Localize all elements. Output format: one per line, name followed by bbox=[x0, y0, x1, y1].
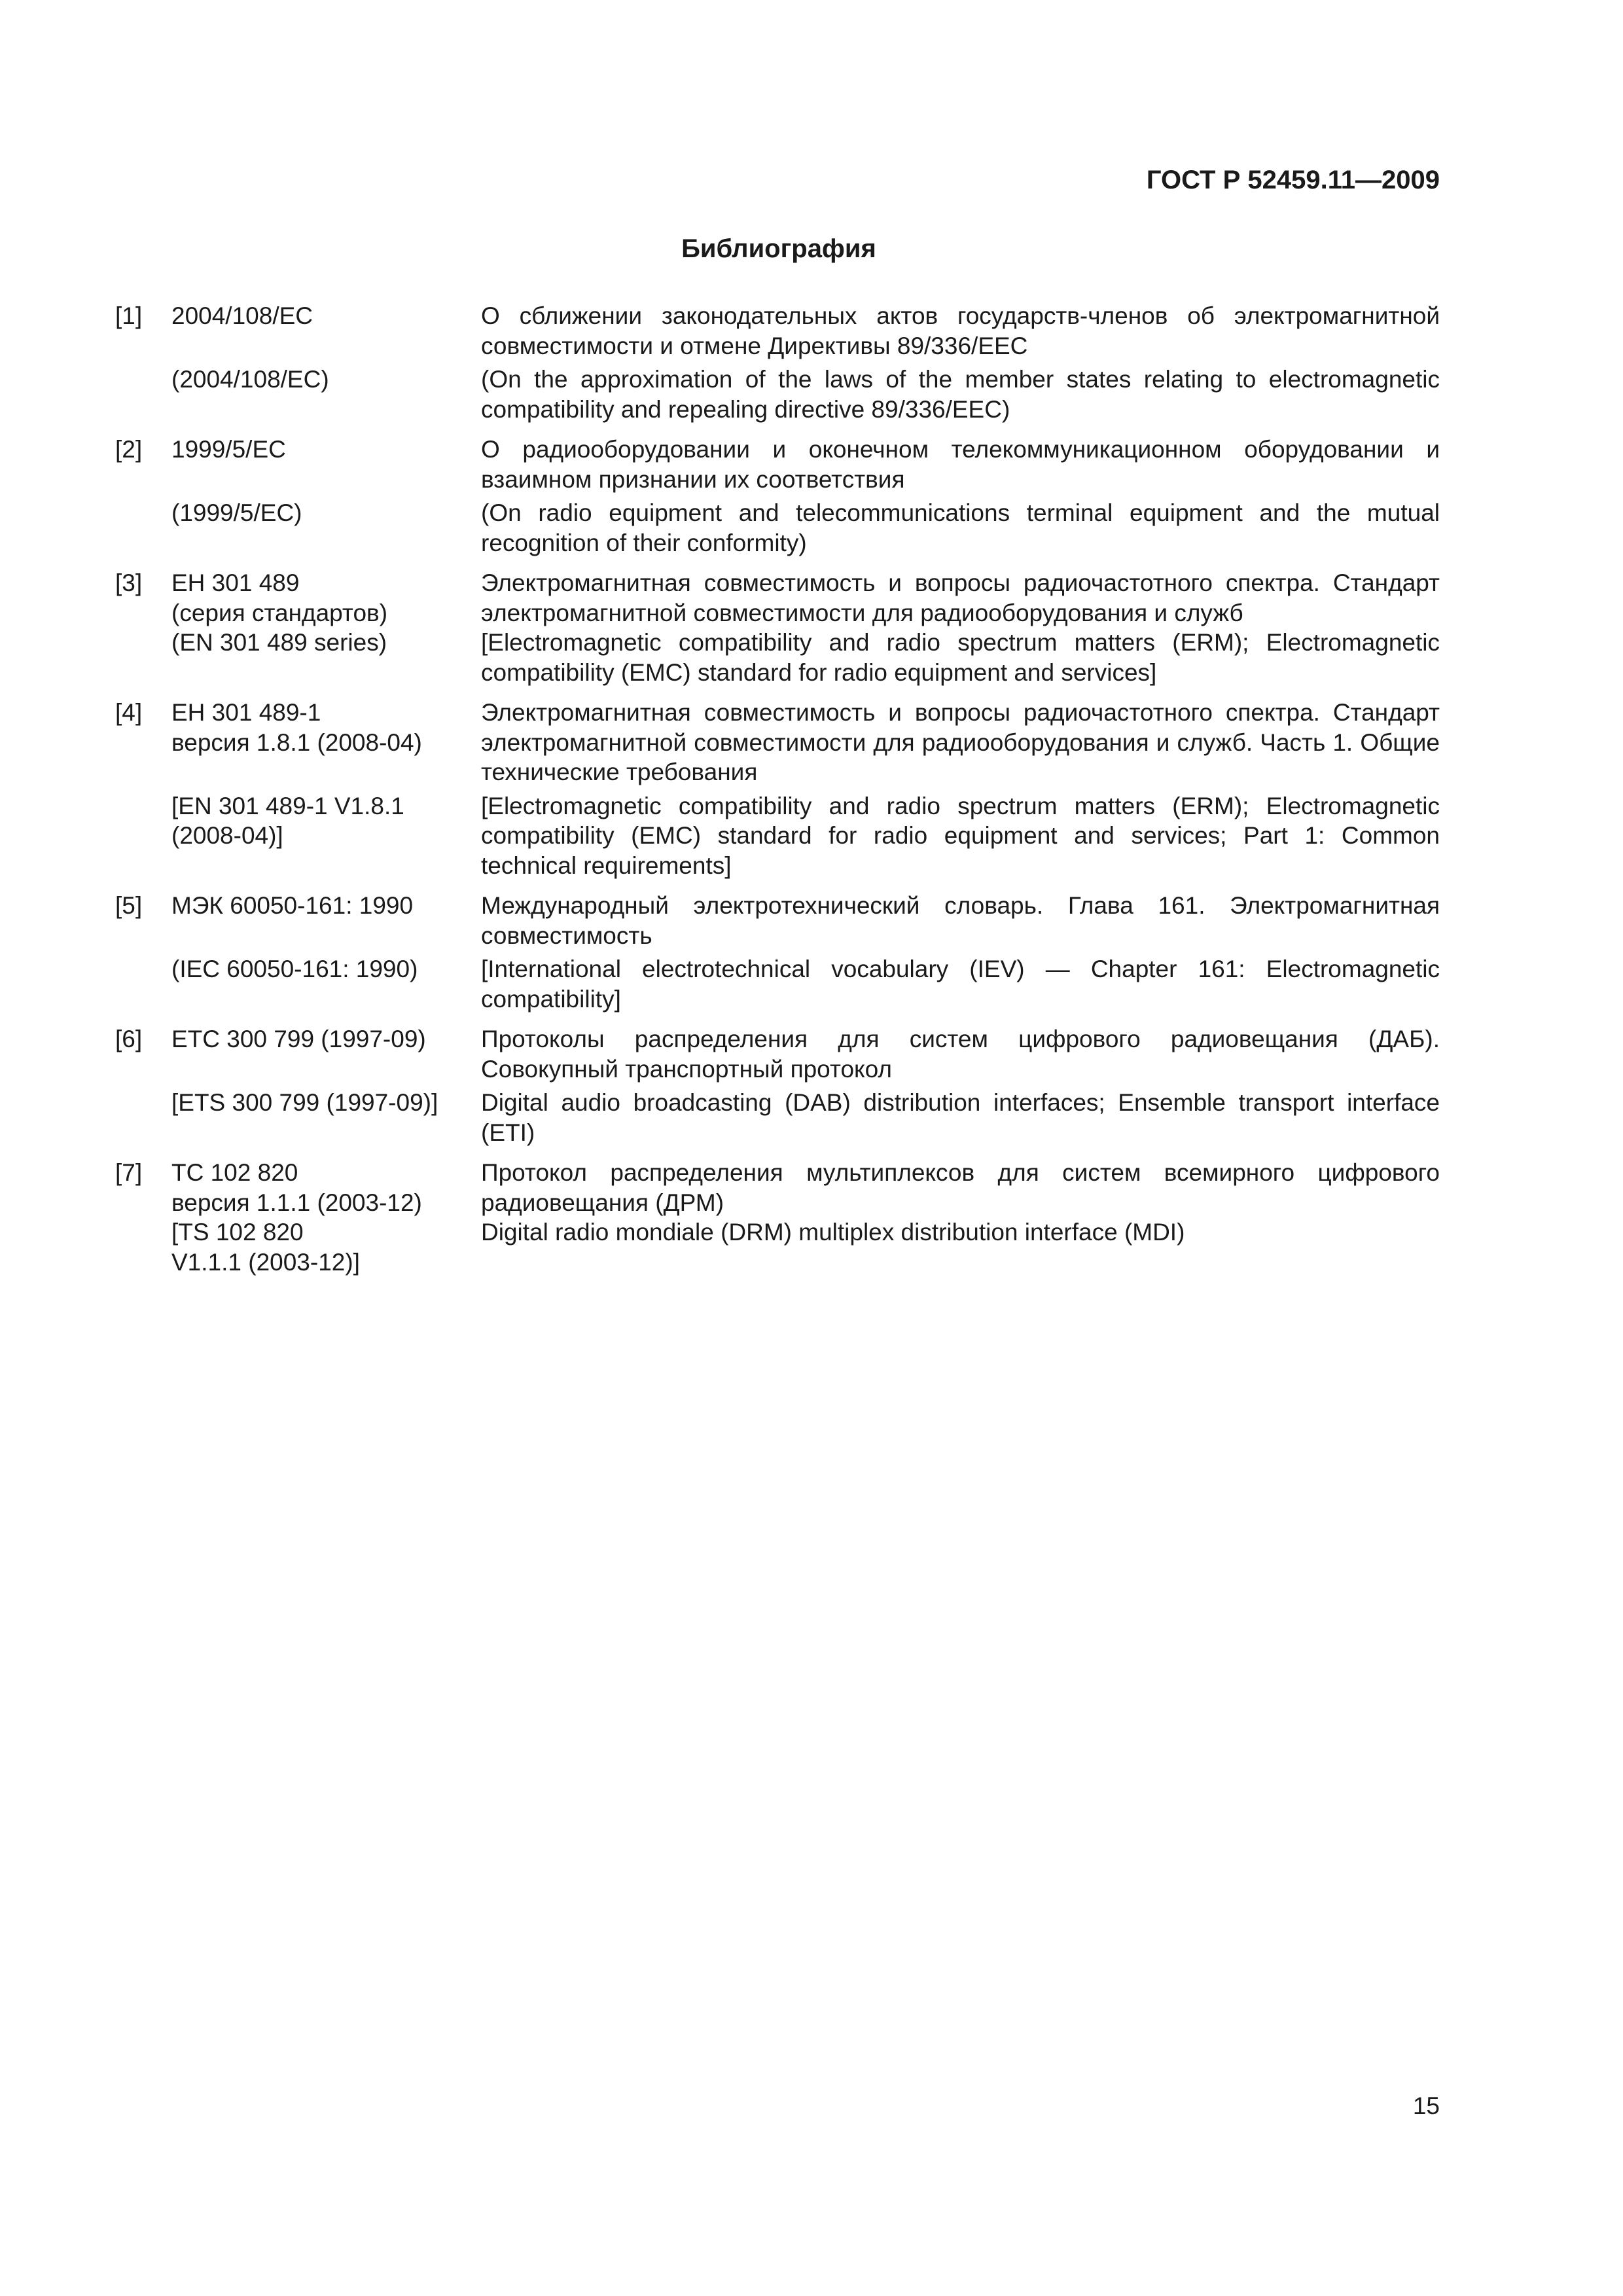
entry-pair bbox=[115, 891, 1440, 950]
entry-pair bbox=[115, 435, 1440, 494]
entry-pair bbox=[115, 365, 1440, 424]
entry-reference: ЕН 301 489-1 версия 1.8.1 (2008-04) bbox=[171, 699, 422, 756]
bibliography-entry bbox=[115, 1158, 1440, 1277]
entry-description: О сближении законодательных актов государств-членов об электромагнитной совместимости и отмене Директивы 89/336/ЕЕС bbox=[481, 302, 1440, 359]
entry-number: [1] bbox=[115, 302, 143, 329]
entry-reference: 1999/5/ЕС bbox=[171, 436, 286, 463]
entry-pair bbox=[115, 568, 1440, 687]
entry-pair bbox=[115, 1158, 1440, 1277]
entry-reference: [EN 301 489-1 V1.8.1 (2008-04)] bbox=[171, 792, 404, 849]
entry-number: [6] bbox=[115, 1026, 143, 1052]
entry-number: [3] bbox=[115, 569, 143, 596]
entry-pair bbox=[115, 1024, 1440, 1084]
entry-reference: (2004/108/EC) bbox=[171, 366, 329, 393]
bibliography-list bbox=[115, 301, 1440, 1287]
page-number: 15 bbox=[1412, 2092, 1440, 2119]
entry-pair bbox=[115, 791, 1440, 881]
bibliography-entry bbox=[115, 435, 1440, 558]
entry-description: Электромагнитная совместимость и вопросы радиочастотного спектра. Стандарт электромагнитной совместимости для радиооборудования и служб. Часть 1. Общие технические требования bbox=[481, 699, 1440, 785]
bibliography-entry bbox=[115, 698, 1440, 880]
entry-description: (On radio equipment and telecommunications terminal equipment and the mutual recognition of their conformity) bbox=[481, 499, 1440, 556]
document-code: ГОСТ Р 52459.11—2009 bbox=[1146, 166, 1440, 194]
entry-reference: [ETS 300 799 (1997-09)] bbox=[171, 1089, 438, 1116]
entry-number: [5] bbox=[115, 892, 143, 919]
entry-description: [International electrotechnical vocabulary (IEV) — Chapter 161: Electromagnetic compatibility] bbox=[481, 956, 1440, 1013]
entry-reference: (1999/5/EC) bbox=[171, 499, 302, 526]
bibliography-entry bbox=[115, 301, 1440, 424]
bibliography-title: Библиография bbox=[681, 234, 876, 263]
entry-description: [Electromagnetic compatibility and radio spectrum matters (ERM); Electromagnetic compatibility (EMC) standard for radio equipment and services; Part 1: Common technical requirements] bbox=[481, 792, 1440, 879]
entry-pair bbox=[115, 498, 1440, 558]
entry-reference: ТС 102 820 версия 1.1.1 (2003-12) [TS 102 820 V1.1.1 (2003-12)] bbox=[171, 1159, 422, 1276]
entry-number: [4] bbox=[115, 699, 143, 726]
bibliography-entry bbox=[115, 568, 1440, 687]
entry-pair bbox=[115, 1088, 1440, 1147]
entry-reference: 2004/108/ЕС bbox=[171, 302, 313, 329]
entry-number: [7] bbox=[115, 1159, 143, 1186]
entry-description: Электромагнитная совместимость и вопросы радиочастотного спектра. Стандарт электромагнитной совместимости для радиооборудования и служб [Electromagnetic compatibility and radio spectrum matters (ERM); Electromagnetic compatibility (EMC) standard for radio equipment and services] bbox=[481, 569, 1440, 686]
bibliography-entry bbox=[115, 891, 1440, 1014]
entry-reference: ЕТС 300 799 (1997-09) bbox=[171, 1026, 426, 1052]
entry-description: О радиооборудовании и оконечном телекоммуникационном оборудовании и взаимном признании их соответствия bbox=[481, 436, 1440, 493]
entry-description: Международный электротехнический словарь. Глава 161. Электромагнитная совместимость bbox=[481, 892, 1440, 949]
entry-description: Протокол распределения мультиплексов для систем всемирного цифрового радиовещания (ДРМ) Digital radio mondiale (DRM) multiplex distribution interface (MDI) bbox=[481, 1159, 1440, 1246]
entry-reference: МЭК 60050-161: 1990 bbox=[171, 892, 414, 919]
entry-reference: ЕН 301 489 (серия стандартов) (EN 301 489 series) bbox=[171, 569, 388, 656]
entry-description: Протоколы распределения для систем цифрового радиовещания (ДАБ). Совокупный транспортный протокол bbox=[481, 1026, 1440, 1083]
entry-pair bbox=[115, 698, 1440, 787]
bibliography-entry bbox=[115, 1024, 1440, 1147]
entry-pair bbox=[115, 954, 1440, 1014]
entry-pair bbox=[115, 301, 1440, 361]
entry-reference: (IEC 60050-161: 1990) bbox=[171, 956, 418, 982]
entry-number: [2] bbox=[115, 436, 143, 463]
entry-description: (On the approximation of the laws of the member states relating to electromagnetic compatibility and repealing directive 89/336/EEC) bbox=[481, 366, 1440, 423]
entry-description: Digital audio broadcasting (DAB) distribution interfaces; Ensemble transport interface (ETI) bbox=[481, 1089, 1440, 1146]
